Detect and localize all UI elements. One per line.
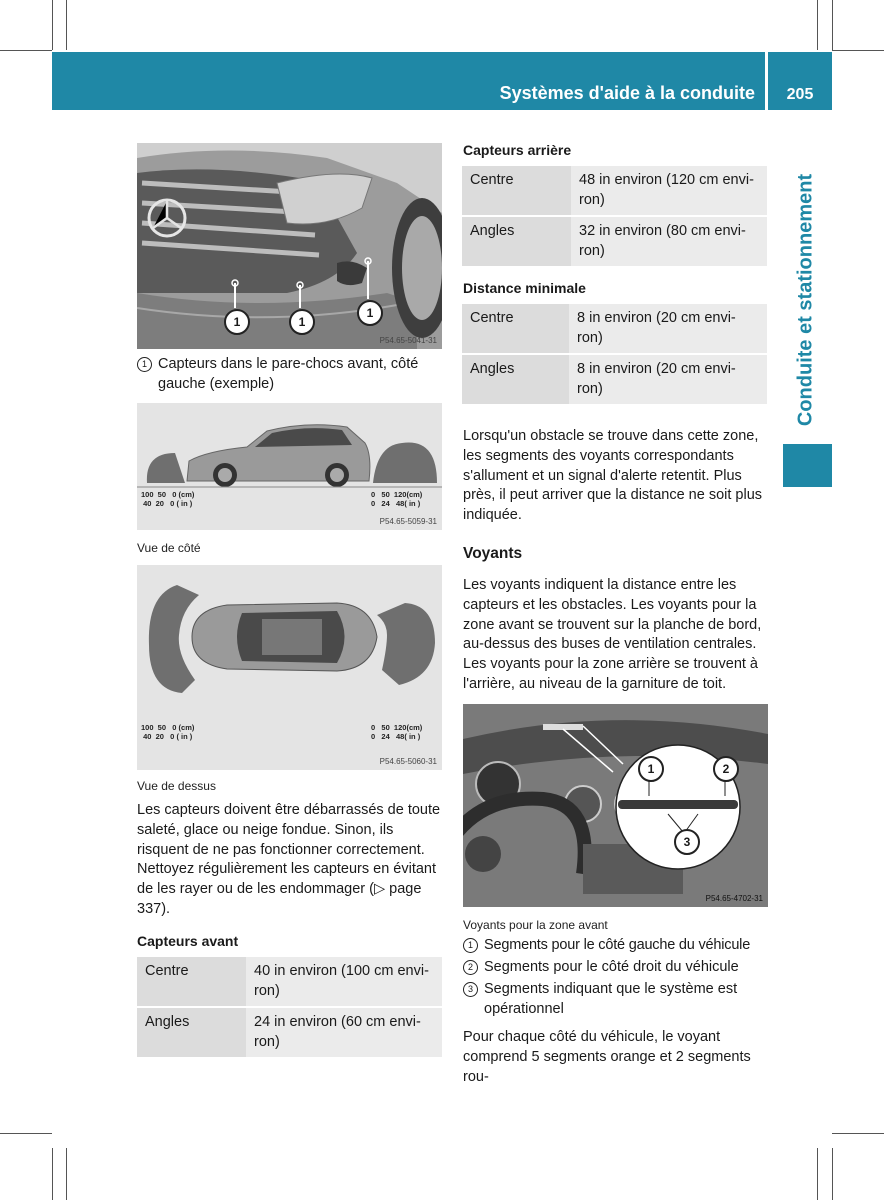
table-key: Angles <box>462 354 569 404</box>
table-value: 8 in environ (20 cm envi-ron) <box>569 354 767 404</box>
table-value: 8 in environ (20 cm envi-ron) <box>569 304 767 354</box>
legend-number: 1 <box>137 357 152 372</box>
callout-sensor: 1 <box>289 309 315 335</box>
chapter-marker <box>783 444 832 487</box>
crop-mark <box>832 1133 884 1134</box>
table-value: 32 in environ (80 cm envi-ron) <box>571 216 767 266</box>
crop-mark <box>817 1148 818 1200</box>
side-view-figure <box>137 403 442 530</box>
front-sensors-heading: Capteurs avant <box>137 933 239 949</box>
crop-mark <box>0 50 52 51</box>
crop-mark <box>66 1148 67 1200</box>
front-bumper-figure <box>137 143 442 349</box>
table-row <box>462 354 767 404</box>
legend-item <box>463 957 773 977</box>
figure-caption: Voyants pour la zone avant <box>463 918 608 932</box>
table-key: Centre <box>137 957 246 1007</box>
legend-number: 2 <box>463 960 478 975</box>
crop-mark <box>832 1148 833 1200</box>
table-row <box>137 957 442 1007</box>
table-row <box>462 166 767 216</box>
crop-mark <box>52 0 53 50</box>
obstacle-paragraph: Lorsqu'un obstacle se trouve dans cette zone, les segments des voyants correspondants s'allument et un signal d'alerte retentit. Plus près, il peut arriver que la distance ne soit plus indiquée. <box>463 428 763 524</box>
table-row <box>462 216 767 266</box>
legend-text: Segments indiquant que le système est opérationnel <box>484 981 738 1017</box>
figure-reference: P54.65-5060-31 <box>379 757 437 766</box>
table-key: Angles <box>462 216 571 266</box>
chapter-side-tab: Conduite et stationnement <box>794 173 817 427</box>
figure-legend <box>137 354 442 394</box>
figure-reference: P54.65-5059-31 <box>379 517 437 526</box>
figure-reference: P54.65-5041-31 <box>379 336 437 345</box>
legend-text: Capteurs dans le pare-chocs avant, côté gauche (exemple) <box>158 356 419 392</box>
crop-mark <box>0 1133 52 1134</box>
legend-item <box>463 935 773 955</box>
rear-sensors-heading: Capteurs arrière <box>463 142 572 158</box>
scale-right: 0 50 120(cm) 0 24 48( in ) <box>371 723 423 741</box>
callout-sensor: 1 <box>224 309 250 335</box>
indicators-paragraph: Les voyants indiquent la distance entre les capteurs et les obstacles. Les voyants pour la zone avant se trouvent sur la planche de bord, au-dessus des buses de ventilation centrales. Les voyants pour la zone arrière se trouvent à l'arrière, au niveau de la garniture de toit. <box>463 577 762 692</box>
table-row <box>462 304 767 354</box>
legend-text: Segments pour le côté gauche du véhicule <box>484 937 751 953</box>
top-view-illustration <box>137 565 442 715</box>
callout-left-segments: 1 <box>638 756 664 782</box>
minimum-distance-heading: Distance minimale <box>463 280 586 296</box>
callout-status-segments: 3 <box>674 829 700 855</box>
scale-left: 100 50 0 (cm) 40 20 0 ( in ) <box>141 723 195 741</box>
section-title: Systèmes d'aide à la conduite <box>499 83 755 103</box>
final-paragraph: Pour chaque côté du véhicule, le voyant comprend 5 segments orange et 2 segments rou- <box>463 1029 751 1085</box>
legend-list <box>463 935 773 1019</box>
figure-caption: Vue de dessus <box>137 779 216 793</box>
table-value: 48 in environ (120 cm envi-ron) <box>571 166 767 216</box>
crop-mark <box>52 1148 53 1200</box>
minimum-distance-table <box>462 304 767 404</box>
callout-right-segments: 2 <box>713 756 739 782</box>
scale-left: 100 50 0 (cm) 40 20 0 ( in ) <box>141 490 195 508</box>
indicators-heading: Voyants <box>463 545 523 562</box>
crop-mark <box>66 0 67 50</box>
crop-mark <box>832 50 884 51</box>
figure-reference: P54.65-4702-31 <box>705 894 763 903</box>
table-key: Centre <box>462 304 569 354</box>
table-key: Angles <box>137 1007 246 1057</box>
crop-mark <box>832 0 833 50</box>
dashboard-illustration <box>463 704 768 907</box>
page-header <box>52 52 765 110</box>
top-view-figure <box>137 565 442 770</box>
front-indicator-figure <box>463 704 768 907</box>
cleaning-paragraph: Les capteurs doivent être débarrassés de toute saleté, glace ou neige fondue. Sinon, ils risquent de ne pas fonctionner correctement. Nettoyez régulièrement les capteurs en évitant de les rayer ou de les endommager (▷ page 337). <box>137 802 441 917</box>
callout-sensor: 1 <box>357 300 383 326</box>
scale-right: 0 50 120(cm) 0 24 48( in ) <box>371 490 423 508</box>
legend-number: 3 <box>463 982 478 997</box>
legend-item <box>463 979 773 1019</box>
legend-number: 1 <box>463 938 478 953</box>
table-row <box>137 1007 442 1057</box>
figure-caption: Vue de côté <box>137 541 201 555</box>
side-view-illustration <box>137 403 442 493</box>
front-sensors-table <box>137 957 442 1057</box>
table-value: 40 in environ (100 cm envi-ron) <box>246 957 442 1007</box>
rear-sensors-table <box>462 166 767 266</box>
crop-mark <box>817 0 818 50</box>
page-number: 205 <box>786 86 814 103</box>
table-value: 24 in environ (60 cm envi-ron) <box>246 1007 442 1057</box>
table-key: Centre <box>462 166 571 216</box>
legend-text: Segments pour le côté droit du véhicule <box>484 959 739 975</box>
page-number-box <box>768 52 832 110</box>
